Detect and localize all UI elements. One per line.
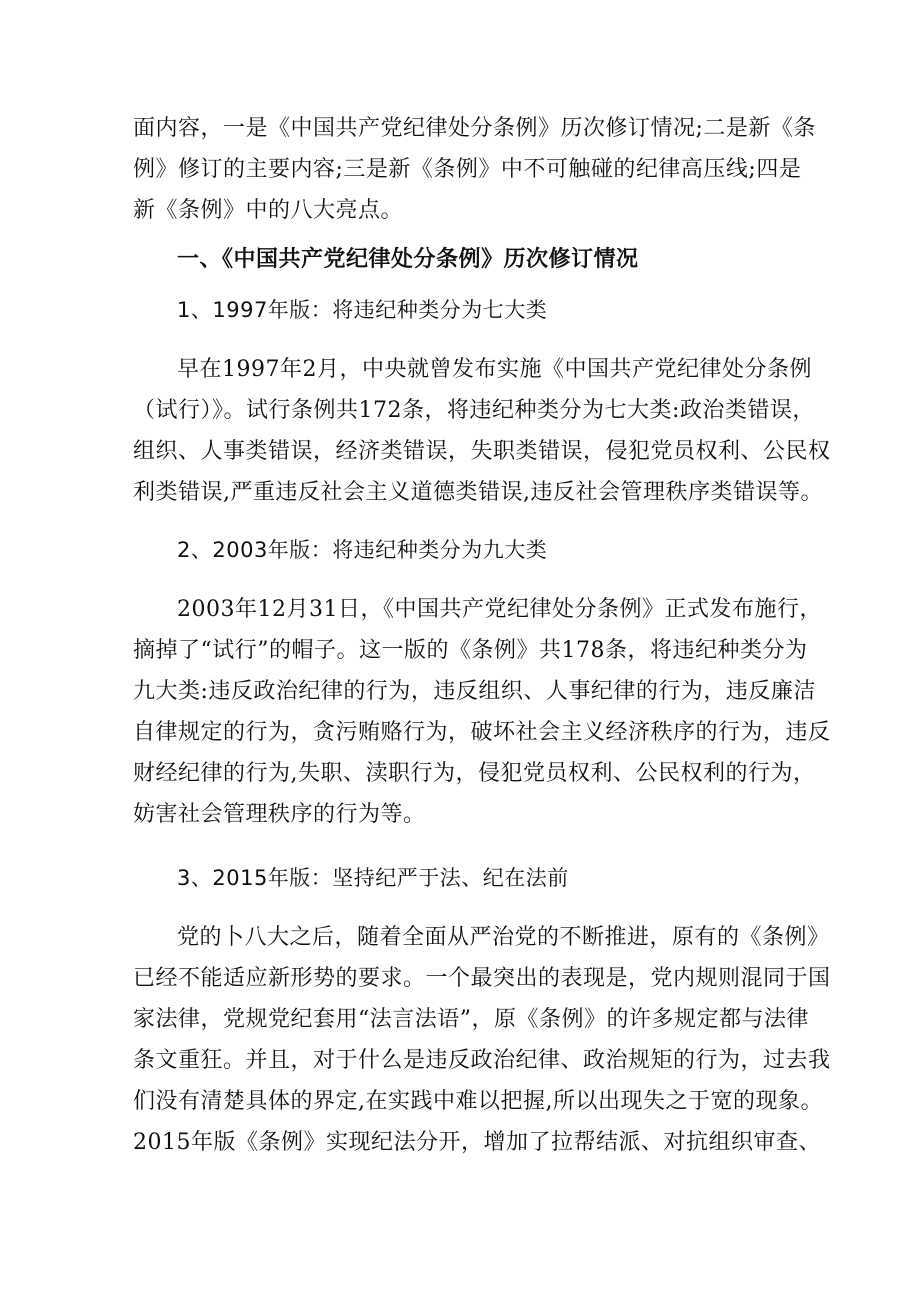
item-2-heading: 2、2003年版：将违纪种类分为九大类 (177, 538, 548, 562)
item-2-paragraph (133, 589, 831, 835)
text-line: 摘掉了“试行”的帽子。这一版的《条例》共178条，将违纪种类分为 (133, 638, 808, 663)
text-line: 早在1997年2月，中央就曾发布实施《中国共产党纪律处分条例 (177, 357, 812, 382)
intro-paragraph (133, 108, 816, 231)
text-line: 条文重狂。并且，对于什么是违反政治纪律、政治规矩的行为，过去我 (133, 1048, 831, 1073)
item-3-paragraph (133, 917, 831, 1163)
item-1-heading: 1、1997年版：将违纪种类分为七大类 (177, 298, 548, 322)
text-line: 已经不能适应新形势的要求。一个最突出的表现是，党内规则混同于国 (133, 966, 831, 991)
text-line: 例》修订的主要内容;三是新《条例》中不可触碰的纪律高压线;四是 (133, 157, 802, 182)
text-line: 财经纪律的行为,失职、渎职行为，侵犯党员权利、公民权利的行为， (133, 761, 816, 786)
item-1-paragraph (133, 349, 831, 513)
item-3-heading-block (133, 858, 793, 899)
text-line: 利类错误,严重违反社会主义道德类错误,违反社会管理秩序类错误等。 (133, 480, 823, 505)
text-line: 家法律，党规党纪套用“法言法语”，原《条例》的许多规定都与法律 (133, 1007, 809, 1032)
text-line: 们没有清楚具体的界定,在实践中难以把握,所以出现失之于宽的现象。 (133, 1089, 823, 1114)
text-line: 党的卜八大之后，随着全面从严治党的不断推进，原有的《条例》 (177, 925, 830, 950)
text-line: 妨害社会管理秩序的行为等。 (133, 802, 426, 827)
section-1-heading: 一、《中国共产党纪律处分条例》历次修订情况 (177, 247, 639, 272)
text-line: 组织、人事类错误，经济类错误，失职类错误，侵犯党员权利、公民权 (133, 439, 831, 464)
section-1-heading-block (133, 239, 793, 280)
text-line: （试行）》。试行条例共172条，将违纪种类分为七大类:政治类错误， (133, 398, 815, 423)
text-line: 面内容，一是《中国共产党纪律处分条例》历次修订情况;二是新《条 (133, 116, 816, 141)
item-3-heading: 3、2015年版：坚持纪严于法、纪在法前 (177, 866, 569, 890)
text-line: 2015年版《条例》实现纪法分开，增加了拉帮结派、对抗组织审查、 (133, 1130, 821, 1155)
text-line: 自律规定的行为，贪污贿赂行为，破坏社会主义经济秩序的行为，违反 (133, 720, 831, 745)
item-1-heading-block (133, 290, 793, 331)
item-2-heading-block (133, 530, 793, 571)
text-line: 2003年12月31日，《中国共产党纪律处分条例》正式发布施行， (177, 597, 822, 622)
text-line: 新《条例》中的八大亮点。 (133, 198, 404, 223)
text-line: 九大类:违反政治纪律的行为，违反组织、人事纪律的行为，违反廉洁 (133, 679, 816, 704)
